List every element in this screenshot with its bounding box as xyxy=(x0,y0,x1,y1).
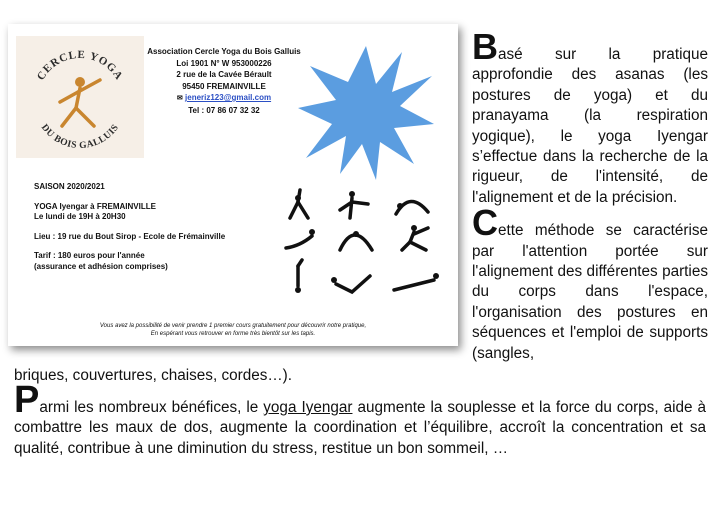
paragraph-2-initial: C xyxy=(472,202,498,244)
starburst-decoration xyxy=(296,42,436,182)
association-name: Association Cercle Yoga du Bois Galluis xyxy=(147,47,301,56)
svg-text:DU BOIS GALLUIS xyxy=(39,123,121,151)
yoga-iyengar-link[interactable]: yoga Iyengar xyxy=(263,399,353,416)
association-info xyxy=(144,46,304,116)
flyer-footer xyxy=(68,322,398,338)
class-title: YOGA Iyengar à FREMAINVILLE xyxy=(34,201,156,211)
paragraph-1-initial: B xyxy=(472,26,498,67)
mail-icon: ✉ xyxy=(176,95,183,102)
association-email[interactable]: jeneriz123@gmail.com xyxy=(185,93,272,102)
pose-dancer-icon xyxy=(340,191,368,218)
pose-headstand-icon xyxy=(295,260,302,293)
pose-plank-icon xyxy=(394,273,439,290)
pose-bow-icon xyxy=(396,201,428,214)
paragraph-3 xyxy=(14,379,706,459)
paragraph-3-initial: P xyxy=(14,379,40,421)
schedule: Le lundi de 19H à 20H30 xyxy=(34,212,126,221)
right-column-text xyxy=(472,26,708,364)
class-details xyxy=(34,182,284,272)
pose-warrior-icon xyxy=(402,225,428,250)
logo-graphic xyxy=(16,36,144,158)
location: Lieu : 19 rue du Bout Sirop - Ecole de Frémainville xyxy=(34,231,226,241)
season: SAISON 2020/2021 xyxy=(34,182,105,191)
association-street: 2 rue de la Cavée Bérault xyxy=(176,70,272,79)
cercle-yoga-logo xyxy=(16,36,144,158)
paragraph-3-text-end: augmente la souplesse et la force du corps, aide à combattre les maux de dos, augmente la coordination et l’équilibre, accroît la concentration et sa qualité, contribue à une diminution du stress, restitue un bon sommeil, … xyxy=(14,399,706,457)
pose-wheel-icon xyxy=(340,231,372,250)
pose-boat-icon xyxy=(331,276,370,292)
pose-triangle-icon xyxy=(290,190,308,218)
yoga-flyer xyxy=(8,24,458,346)
association-city: 95450 FREMAINVILLE xyxy=(182,81,266,91)
logo-top-text: CERCLE YOGA xyxy=(34,48,126,83)
logo-figure-icon xyxy=(60,77,100,126)
yoga-poses-image xyxy=(278,184,446,302)
paragraph-2 xyxy=(472,202,708,364)
association-phone: Tel : 07 86 07 32 32 xyxy=(188,105,260,115)
pose-cobra-icon xyxy=(286,229,315,248)
footer-line-2: En espérant vous retrouver en forme très bientôt sur les tapis. xyxy=(150,331,316,337)
paragraph-1 xyxy=(472,26,708,208)
footer-line-1: Vous avez la possibilité de venir prendre 1 premier cours gratuitement pour découvrir notre pratique, xyxy=(99,323,367,329)
price-note: (assurance et adhésion comprises) xyxy=(34,261,168,271)
paragraph-1-text: asé sur la pratique approfondie des asanas (les postures de yoga) et du pranayama (la respiration yogique), le yoga Iyengar s’effectue dans la recherche de la rigueur, de l'intensité, de l'alignement et de la précision. xyxy=(472,46,708,206)
paragraph-3-text-start: armi les nombreux bénéfices, le xyxy=(39,399,264,416)
paragraph-2-continued: briques, couvertures, chaises, cordes…). xyxy=(14,367,293,384)
paragraph-2-text: ette méthode se caractérise par l'attention portée sur l'alignement des différentes parties du corps dans l'espace, l'organisation des postures en séquences et l'emploi de supports (sangles, xyxy=(472,222,708,362)
price: Tarif : 180 euros pour l'année xyxy=(34,251,145,260)
association-law: Loi 1901 N° W 953000226 xyxy=(176,58,272,68)
logo-bottom-text: DU BOIS GALLUIS xyxy=(38,122,122,152)
